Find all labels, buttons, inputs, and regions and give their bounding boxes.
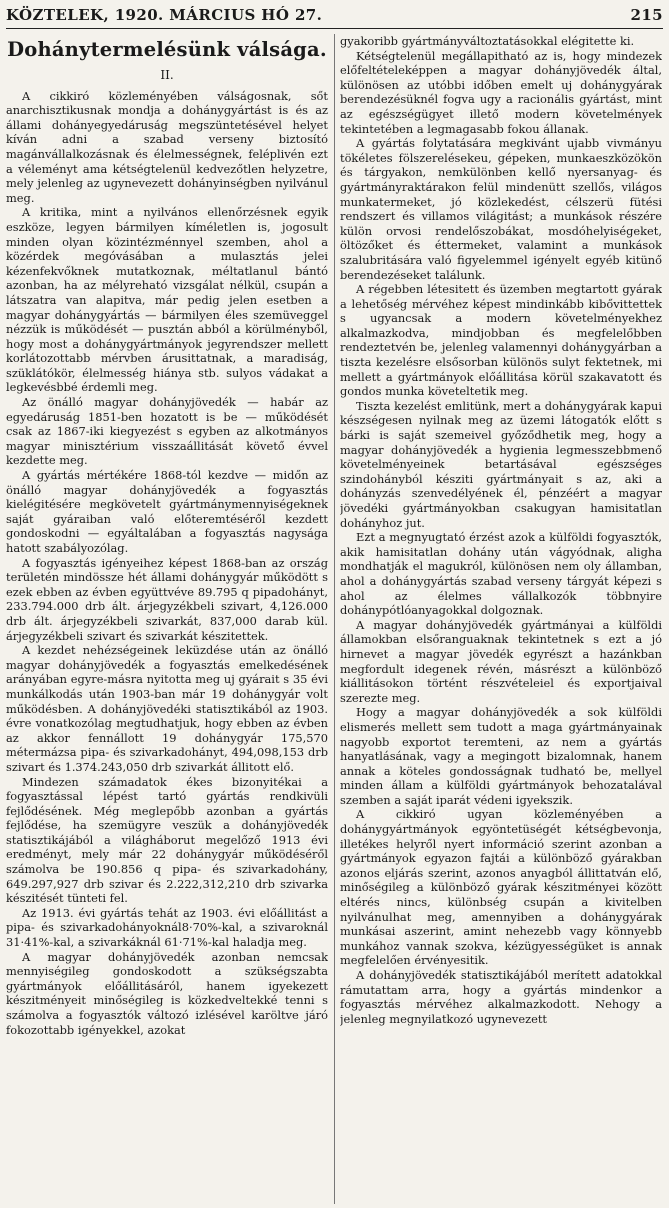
paragraph: Tiszta kezelést emlitünk, mert a dohánygyárak kapui készségesen nyilnak meg az üzemi látogatók előtt s bárki is saját szemeivel győződhetik meg, hogy a magyar dohányjövedék a hygienia legmesszebbmenő követelményeinek betartásával egészséges szindohányból késziti gyártmányait s az, aki a dohányzás szenvedélyének él, pénzéért a magyar jövedéki gyártmányokban csakugyan hamisitatlan dohányhoz jut.	[340, 398, 662, 530]
paragraph: A gyártás mértékére 1868-tól kezdve — midőn az önálló magyar dohányjövedék a fogyasztás kielégitésére megkövetelt gyártmánymennyiségeknek saját gyáraiban való előteremtéséről kezdett gondoskodni — egyáltalában a fogyasztás nagysága hatott szabályozólag.	[6, 468, 328, 555]
paragraph: Az 1913. évi gyártás tehát az 1903. évi előállitást a pipa- és szivarkadohányoknál8·70%-kal, a szivaroknál 31·41%-kal, a szivarkáknál 61·71%-kal haladja meg.	[6, 905, 328, 950]
section-number: II.	[160, 68, 174, 82]
paragraph: A régebben létesitett és üzemben megtartott gyárak a lehetőség mérvéhez képest mindinkább kibővittettek s ugyancsak a modern követelményekhez alkalmazkodva, mindjobban és megfelelőbben rendeztetvén be, jelenleg valamennyi dohánygyárban a tiszta kezelésre elsősorban különös sulyt fektetnek, mi mellett a gyártmányok előállitása körül szakavatott és gondos munka követeltetik meg.	[340, 282, 662, 399]
paragraph-continuation: gyakoribb gyártmányváltoztatásokkal elégitette ki.	[340, 34, 635, 48]
paragraph: Kétségtelenül megállapitható az is, hogy mindezek előfeltételeképpen a magyar dohányjövedék által, különösen az utóbbi időben emelt uj dohánygyárak berendezésüknél fogva ugy a racionális gyártást, mint az egészségügyet illető modern követelmények tekintetében a legmagasabb fokou állanak.	[340, 48, 662, 136]
paragraph: Az önálló magyar dohányjövedék — habár az egyedáruság 1851-ben hozatott is be — működését csak az 1867-iki kiegyezést s egyben az alkotmányos magyar minisztérium visszaállitását követő évvel kezdette meg.	[6, 395, 328, 468]
paragraph: A magyar dohányjövedék azonban nemcsak mennyiségileg gondoskodott a szükségszabta gyártmányok előállitásáról, hanem igyekezett készitményeit minőségileg is közkedveltekké tenni s számolva a fogyasztók változó izlésével karöltve járó fokozottabb igényekkel, azokat	[6, 949, 328, 1037]
page-header	[6, 4, 663, 26]
paragraph: Mindezen számadatok ékes bizonyitékai a fogyasztással lépést tartó gyártás rendkivüli fejlődésének. Még meglepőbb azonban a gyártás fejlődése, ha szemügyre veszük a dohányjövedék statisztikájából a világháborut megelőző 1913 évi eredményt, mely már 22 dohánygyár működéséről számolva be 190.856 q pipa- és szivarkadohány, 649.297,927 drb szivar és 2.222,312,210 drb szivarka készitését tünteti fel.	[6, 774, 328, 906]
header-rule	[6, 28, 663, 29]
column-divider	[334, 34, 335, 1204]
right-column	[340, 34, 662, 1204]
paragraph: A cikkiró közleményében válságosnak, sőt anarchisztikusnak mondja a dohánygyártást is és az állami dohányegyedáruság megszüntetésével helyet kíván adni a szabad verseny biztosító magánvállalkozásnak és élelmességnek, feléplivén ezt a véleményt ama kétségtelenül kedvezőtlen helyzetre, mely jelenleg az ugynevezett dohányinségben nyilvánul meg.	[6, 88, 328, 205]
article-title: Dohánytermelésünk válsága.	[7, 38, 327, 61]
paragraph: A cikkiró ugyan közleményében a dohánygyártmányok egyöntetüségét kétségbevonja, illetékes helyről nyert információ szerint azonban a gyártmányok egyazon fajtái a különböző gyárakban azonos eljárás szerint, azonos anyagból állittatván elő, minőségileg a különböző gyárak készitményei között eltérés nincs, különbség csupán a kivitelben nyilvánulhat meg, amennyiben a dohánygyárak munkásai aszerint, amint nehezebb vagy könnyebb munkához vannak szokva, kézügyességüket is annak megfelelően érvényesitik.	[340, 807, 662, 968]
paragraph: Ezt a megnyugtató érzést azok a külföldi fogyasztók, akik hamisitatlan dohány után vágyódnak, aligha mondhatják el magukról, különösen nem oly államban, ahol a dohánygyártás szabad verseny tárgyát képezi s ahol az élelmes vállalkozók többnyire dohánypótlóanyagokkal dolgoznak.	[340, 530, 662, 618]
paragraph: A kritika, mint a nyilvános ellenőrzésnek egyik eszköze, legyen bármilyen kíméletlen is, jogosult minden olyan közintézménnyel szemben, ahol a közérdek megóvásában a mulasztás jelei kézenfekvőknek mutatkoznak, méltatlanul bántó azonban, ha az mélyreható vizsgálat nélkül, csupán a látszatra van alapitva, már pedig jelen esetben a magyar dohánygyártás — bármilyen éles szemüveggel nézzük is működését — pusztán abból a körülményből, hogy most a dohánygyártmányok jegyrendszer mellett korlátozottabb mérvben árusittatnak, a maradiság, szüklátókör, élelmesség hiánya stb. sulyos vádakat a legkevésbbé érdemli meg.	[6, 205, 328, 395]
journal-dateline: KÖZTELEK, 1920. MÁRCIUS HÓ 27.	[6, 6, 323, 24]
paragraph: A kezdet nehézségeinek leküzdése után az önálló magyar dohányjövedék a fogyasztás emelkedésének arányában egyre-másra nyitotta meg uj gyárait s 35 évi munkálkodás után 1903-ban már 19 dohánygyár volt működésben. A dohányjövedéki statisztikából az 1903. évre vonatkozólag megtudhatjuk, hogy ebben az évben az akkor fennállott 19 dohánygyár 175,570 métermázsa pipa- és szivarkadohányt, 494,098,153 drb szivart és 1.374.243,050 drb szivarkát állitott elő.	[6, 643, 328, 774]
paragraph: A fogyasztás igényeihez képest 1868-ban az ország területén mindössze hét állami dohánygyár működött s ezek ebben az évben együttvéve 89.795 q pipadohányt, 233.794.000 drb ált. árjegyzékbeli szivart, 4,126.000 drb ált. árjegyzékbeli szivarkát, 837,000 darab kül. árjegyzékbeli szivart és szivarkát készitettek.	[6, 555, 328, 643]
page-number: 215	[630, 6, 663, 24]
paragraph: A gyártás folytatására megkivánt ujabb vivmányu tökéletes fölszerelésekeu, gépeken, munkaeszközökön és tárgyakon, nemkülönben kellő nyersanyag- és gyártmányraktárakon felül mindenütt szellős, világos munkatermeket, jó közlekedést, célszerü fütési rendszert és villamos világitást; a munkások részére külön orvosi rendelőszobákat, mosdóhelyiségeket, öltözőket és éttermeket, valamint a munkások szalubritására való figyelemmel igényelt egyéb kitünő berendezéseket találunk.	[340, 136, 662, 282]
paragraph: Hogy a magyar dohányjövedék a sok külföldi elismerés mellett sem tudott a maga gyártmányainak nagyobb exportot teremteni, az nem a gyártás hanyatlásának, vagy a megingott bizalomnak, hanem annak a köteles gondosságnak tudható be, mellyel minden állam a külföldi gyártmányok behozatalával szemben a saját iparát védeni igyekszik.	[340, 705, 662, 807]
paragraph: A magyar dohányjövedék gyártmányai a külföldi államokban elsőranguaknak tekintetnek s ezt a jó hirnevet a magyar jövedék egyrészt a hazánkban megfordult idegenek révén, másrészt a különböző kiállitásokon történt részvételeiel és exportjaival szerezte meg.	[340, 617, 662, 705]
left-column	[6, 34, 328, 1204]
paragraph: A dohányjövedék statisztikájából merített adatokkal rámutattam arra, hogy a gyártás mindenkor a fogyasztás mérvéhez alkalmazkodott. Nehogy a jelenleg megnyilatkozó ugynevezett	[340, 968, 662, 1026]
